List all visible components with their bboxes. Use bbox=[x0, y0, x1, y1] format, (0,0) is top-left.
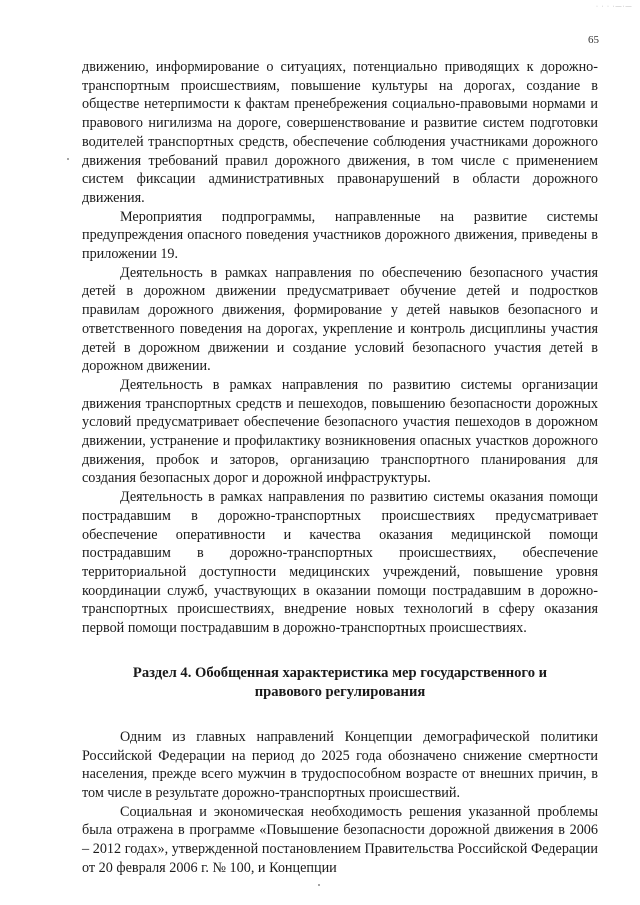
scan-speck bbox=[67, 158, 69, 160]
section-title-line-1: Раздел 4. Обобщенная характеристика мер государственного и bbox=[132, 664, 548, 681]
paragraph-demographic-concept: Одним из главных направлений Концепции демографической политики Российской Федерации на период до 2025 года обозначено снижение смертности населения, прежде всего мужчин в трудоспособном возрасте от внешних причин, в том числе в результате дорожно-транспортных происшествий. bbox=[82, 728, 598, 801]
page-number: 65 bbox=[588, 34, 599, 46]
paragraph-subprogram-measures: Мероприятия подпрограммы, направленные на развитие системы предупреждения опасного поведения участников дорожного движения, приведены в приложении 19. bbox=[82, 208, 598, 263]
paragraph-traffic-organization: Деятельность в рамках направления по развитию системы организации движения транспортных средств и пешеходов, повышению безопасности дорожных условий предусматривает обеспечение безопасного участия пешеходов в дорожном движении, устранение и профилактику возникновения опасных участков дорожного движения, пробок и заторов, организацию транспортного планирования для создания безопасных дорог и дорожной инфраструктуры. bbox=[82, 376, 598, 487]
paragraph-children-safety: Деятельность в рамках направления по обеспечению безопасного участия детей в дорожном движении предусматривает обучение детей и подростков правилам дорожного движения, формирование у детей навыков безопасного и ответственного поведения на дорогах, укрепление и контроль дисциплины участия детей в дорожном движении и создание условий безопасного участия детей в дорожном движении. bbox=[82, 264, 598, 375]
section-title bbox=[82, 664, 598, 702]
scan-speck bbox=[318, 884, 320, 886]
paragraph-program-reference: Социальная и экономическая необходимость решения указанной проблемы была отражена в программе «Повышение безопасности дорожной движения в 2006 – 2012 годах», утвержденной постановлением Правительства Российской Федерации от 20 февраля 2006 г. № 100, и Концепции bbox=[82, 803, 598, 876]
scan-mark: · · · ·—·— bbox=[596, 4, 633, 10]
paragraph-victim-assistance: Деятельность в рамках направления по развитию системы оказания помощи пострадавшим в дорожно-транспортных происшествиях предусматривает обеспечение оперативности и качества оказания медицинской помощи пострадавшим в дорожно-транспортных происшествиях, обеспечение территориальной доступности медицинских учреждений, повышение уровня координации служб, участвующих в оказании помощи пострадавшим в дорожно-транспортных происшествиях, внедрение новых технологий в сферу оказания первой помощи пострадавшим в дорожно-транспортных происшествиях. bbox=[82, 489, 598, 637]
paragraph-continuation: движению, информирование о ситуациях, потенциально приводящих к дорожно-транспортным происшествиям, повышение культуры на дорогах, создание в обществе нетерпимости к фактам пренебрежения социально-правовыми нормами и правового нигилизма на дороге, совершенствование и развитие систем подготовки водителей транспортных средств, обеспечение соблюдения участниками дорожного движения требований правил дорожного движения, в том числе с применением систем фиксации административных правонарушений в области дорожного движения. bbox=[82, 59, 598, 206]
section-title-line-2: правового регулирования bbox=[254, 683, 426, 700]
